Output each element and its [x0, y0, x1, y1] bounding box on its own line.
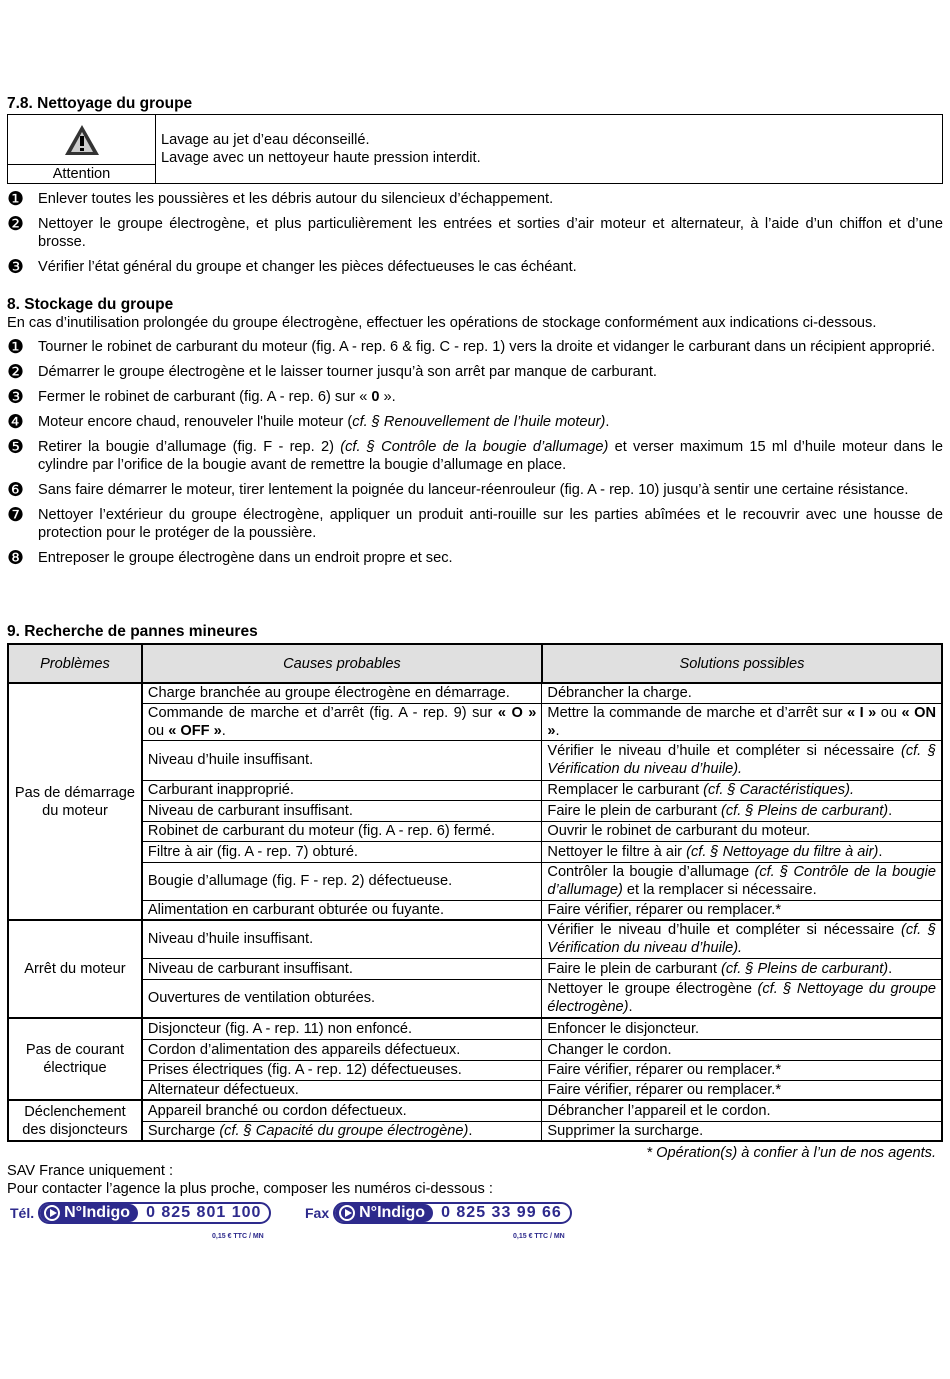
- solution-cell: [542, 979, 942, 1018]
- list-item: [7, 549, 943, 567]
- text-segment: Ouvrir le robinet de carburant du moteur.: [547, 823, 811, 839]
- list-item: [7, 481, 943, 499]
- cause-cell: [142, 780, 542, 800]
- text-segment: Contrôler la bougie d’allumage: [547, 864, 755, 880]
- header-problems: Problèmes: [8, 644, 142, 683]
- list-item: [7, 506, 943, 542]
- step-text: [38, 258, 943, 276]
- table-row: [8, 683, 942, 703]
- text-segment: et verser maximum 15 ml d’huile moteur dans le cylindre par l’orifice de la bougie avant de remettre la bougie d’allumage en place.: [38, 439, 943, 473]
- text-segment: Faire le plein de carburant: [547, 802, 722, 819]
- contact-line-2: Pour contacter l’agence la plus proche, composer les numéros ci-dessous :: [7, 1181, 493, 1197]
- section-title-cleaning: 7.8. Nettoyage du groupe: [7, 95, 193, 112]
- solution-cell: [542, 862, 942, 900]
- text-segment: Alimentation en carburant obturée ou fuyante.: [147, 901, 445, 918]
- text-segment: ».: [379, 389, 396, 405]
- text-segment: Faire le plein de carburant: [547, 960, 722, 977]
- text-segment: (cf. § Pleins de carburant): [721, 960, 889, 977]
- text-segment: (cf. § Capacité du groupe électrogène): [219, 1122, 469, 1139]
- text-segment: Vérifier le niveau d’huile et compléter si nécessaire: [547, 922, 901, 939]
- step-text: [38, 363, 943, 381]
- table-row: [8, 821, 942, 841]
- cause-cell: [142, 1100, 542, 1121]
- table-row: [8, 800, 942, 821]
- text-segment: Démarrer le groupe électrogène et le laisser tourner jusqu’à son arrêt par manque de carburant.: [38, 364, 657, 380]
- table-row: [8, 1100, 942, 1121]
- play-icon: [44, 1205, 60, 1221]
- step-number-icon: ❸: [7, 256, 25, 278]
- text-segment: Faire vérifier, réparer ou remplacer.*: [547, 1062, 781, 1078]
- solution-cell: [542, 1121, 942, 1141]
- text-segment: Vérifier l’état général du groupe et changer les pièces défectueuses le cas échéant.: [38, 259, 577, 275]
- cause-cell: [142, 1060, 542, 1080]
- section-title-troubleshooting: 9. Recherche de pannes mineures: [7, 623, 258, 640]
- text-segment: ou: [876, 704, 902, 721]
- list-item: [7, 190, 943, 208]
- text-segment: Niveau de carburant insuffisant.: [147, 802, 353, 819]
- text-segment: Surcharge: [147, 1122, 220, 1139]
- fax-badge: [305, 1202, 572, 1224]
- cause-cell: [142, 821, 542, 841]
- table-row: [8, 900, 942, 920]
- text-segment: Alternateur défectueux.: [147, 1081, 299, 1098]
- text-segment: Remplacer le carburant: [547, 782, 704, 798]
- cleaning-steps: [7, 190, 943, 283]
- problem-cell: Pas de démarrage du moteur: [8, 683, 142, 920]
- warning-triangle-icon: [8, 115, 155, 164]
- storage-intro: En cas d’inutilisation prolongée du groupe électrogène, effectuer les opérations de stockage conformément aux indications ci-dessous.: [7, 315, 877, 331]
- solution-cell: [542, 1100, 942, 1121]
- solution-cell: [542, 683, 942, 703]
- text-segment: Ouvertures de ventilation obturées.: [147, 990, 376, 1007]
- step-number-icon: ❹: [7, 411, 25, 433]
- text-segment: Carburant inapproprié.: [147, 782, 294, 798]
- solution-cell: [542, 1018, 942, 1039]
- table-row: [8, 958, 942, 979]
- text-segment: Niveau d’huile insuffisant.: [147, 752, 314, 768]
- table-row: [8, 1039, 942, 1060]
- text-segment: Supprimer la surcharge.: [547, 1122, 704, 1139]
- problem-cell: Déclenchement des disjoncteurs: [8, 1100, 142, 1141]
- problem-cell: Pas de courant électrique: [8, 1018, 142, 1100]
- header-causes: Causes probables: [142, 644, 542, 683]
- text-segment: Vérifier le niveau d’huile et compléter si nécessaire: [547, 743, 901, 759]
- cause-cell: [142, 862, 542, 900]
- text-segment: .: [555, 722, 560, 739]
- text-segment: Charge branchée au groupe électrogène en démarrage.: [147, 685, 510, 702]
- text-segment: Fermer le robinet de carburant (fig. A - rep. 6) sur «: [38, 389, 372, 405]
- list-item: [7, 438, 943, 474]
- text-segment: Bougie d’allumage (fig. F - rep. 2) défectueuse.: [147, 873, 453, 889]
- text-segment: .: [888, 802, 893, 819]
- text-segment: Moteur encore chaud, renouveler l'huile moteur (: [38, 414, 353, 430]
- agent-note: * Opération(s) à confier à l’un de nos agents.: [646, 1145, 936, 1161]
- text-segment: (cf. § Nettoyage du groupe électrogène): [547, 981, 936, 1016]
- text-segment: (cf. § Pleins de carburant): [721, 802, 889, 819]
- step-number-icon: ❻: [7, 479, 25, 501]
- table-row: [8, 1018, 942, 1039]
- text-segment: .: [221, 722, 226, 739]
- text-segment: (cf. § Vérification du niveau d’huile).: [547, 922, 937, 957]
- text-segment: Changer le cordon.: [547, 1041, 672, 1058]
- play-icon: [339, 1205, 355, 1221]
- text-segment: Nettoyer le filtre à air: [547, 843, 687, 860]
- solution-cell: [542, 841, 942, 862]
- warning-box: [7, 114, 943, 184]
- indigo-brand: N°Indigo: [359, 1204, 426, 1221]
- cause-cell: [142, 740, 542, 780]
- table-row: [8, 703, 942, 740]
- text-segment: Faire vérifier, réparer ou remplacer.*: [547, 1081, 781, 1098]
- step-number-icon: ❸: [7, 386, 25, 408]
- solution-cell: [542, 740, 942, 780]
- cause-cell: [142, 1121, 542, 1141]
- fax-label: Fax: [305, 1205, 330, 1221]
- step-text: [38, 190, 943, 208]
- solution-cell: [542, 958, 942, 979]
- solution-cell: [542, 780, 942, 800]
- contact-line-1: SAV France uniquement :: [7, 1163, 174, 1179]
- text-segment: Entreposer le groupe électrogène dans un endroit propre et sec.: [38, 550, 453, 566]
- table-row: [8, 1121, 942, 1141]
- list-item: [7, 363, 943, 381]
- step-number-icon: ❼: [7, 504, 25, 526]
- step-text: [38, 506, 943, 542]
- text-segment: « ON »: [547, 704, 937, 739]
- text-segment: Tourner le robinet de carburant du moteur (fig. A - rep. 6 & fig. C - rep. 1) vers la droite et vidanger le carburant dans un récipient approprié.: [38, 339, 936, 355]
- text-segment: Mettre la commande de marche et d’arrêt sur: [547, 704, 847, 721]
- step-text: [38, 438, 943, 474]
- problem-cell: Arrêt du moteur: [8, 920, 142, 1018]
- cause-cell: [142, 1080, 542, 1100]
- section-title-storage: 8. Stockage du groupe: [7, 296, 174, 313]
- step-text: [38, 388, 943, 406]
- text-segment: Enlever toutes les poussières et les débris autour du silencieux d’échappement.: [38, 191, 554, 207]
- text-segment: Niveau de carburant insuffisant.: [147, 960, 353, 977]
- text-segment: .: [468, 1122, 473, 1139]
- text-segment: Filtre à air (fig. A - rep. 7) obturé.: [147, 843, 358, 860]
- list-item: [7, 413, 943, 431]
- text-segment: Nettoyer le groupe électrogène, et plus particulièrement les entrées et sorties d’air moteur et alternateur, à l’aide d’un chiffon et d’une brosse.: [38, 216, 943, 250]
- text-segment: (cf. § Contrôle de la bougie d’allumage): [547, 864, 936, 898]
- table-row: [8, 841, 942, 862]
- text-segment: Niveau d’huile insuffisant.: [147, 931, 314, 948]
- text-segment: ou: [147, 722, 169, 739]
- warning-line: Lavage avec un nettoyeur haute pression interdit.: [161, 150, 481, 166]
- step-text: [38, 215, 943, 251]
- text-segment: Faire vérifier, réparer ou remplacer.*: [547, 901, 781, 918]
- table-row: [8, 780, 942, 800]
- text-segment: .: [888, 960, 893, 977]
- text-segment: 0: [371, 389, 380, 405]
- solution-cell: [542, 1080, 942, 1100]
- text-segment: « O »: [497, 704, 537, 721]
- tel-label: Tél.: [10, 1205, 35, 1221]
- text-segment: cf. § Renouvellement de l’huile moteur): [352, 414, 606, 430]
- text-segment: Retirer la bougie d’allumage (fig. F - rep. 2): [38, 439, 341, 455]
- text-segment: (cf. § Nettoyage du filtre à air): [686, 843, 879, 860]
- step-text: [38, 338, 943, 356]
- cause-cell: [142, 683, 542, 703]
- warning-label: Attention: [8, 164, 155, 183]
- fax-price: 0,15 € TTC / MN: [513, 1233, 565, 1240]
- text-segment: Sans faire démarrer le moteur, tirer lentement la poignée du lanceur-réenrouleur (fig. A - rep. 10) jusqu’à sentir une certaine résistance.: [38, 482, 909, 498]
- list-item: [7, 388, 943, 406]
- cause-cell: [142, 1039, 542, 1060]
- table-row: [8, 862, 942, 900]
- text-segment: Débrancher l’appareil et le cordon.: [547, 1102, 771, 1119]
- step-number-icon: ❽: [7, 547, 25, 569]
- table-row: [8, 740, 942, 780]
- list-item: [7, 258, 943, 276]
- text-segment: Débrancher la charge.: [547, 685, 692, 702]
- cause-cell: [142, 900, 542, 920]
- table-row: [8, 1060, 942, 1080]
- cause-cell: [142, 920, 542, 958]
- solution-cell: [542, 900, 942, 920]
- text-segment: Robinet de carburant du moteur (fig. A - rep. 6) fermé.: [147, 823, 496, 839]
- step-number-icon: ❺: [7, 436, 25, 458]
- cause-cell: [142, 958, 542, 979]
- warning-line: Lavage au jet d’eau déconseillé.: [161, 132, 370, 148]
- step-text: [38, 413, 943, 431]
- step-number-icon: ❷: [7, 361, 25, 383]
- step-number-icon: ❷: [7, 213, 25, 235]
- indigo-brand: N°Indigo: [64, 1204, 131, 1221]
- step-number-icon: ❶: [7, 336, 25, 358]
- text-segment: .: [605, 414, 610, 430]
- cause-cell: [142, 1018, 542, 1039]
- text-segment: Disjoncteur (fig. A - rep. 11) non enfoncé.: [147, 1020, 413, 1037]
- solution-cell: [542, 920, 942, 958]
- header-solutions: Solutions possibles: [542, 644, 942, 683]
- step-number-icon: ❶: [7, 188, 25, 210]
- text-segment: « I »: [846, 704, 877, 721]
- solution-cell: [542, 703, 942, 740]
- text-segment: (cf. § Contrôle de la bougie d’allumage): [340, 439, 609, 455]
- solution-cell: [542, 1060, 942, 1080]
- fax-number: 0 825 33 99 66: [441, 1204, 562, 1221]
- text-segment: et la remplacer si nécessaire.: [622, 882, 817, 898]
- text-segment: .: [878, 843, 883, 860]
- troubleshooting-table: [7, 643, 943, 1142]
- text-segment: Prises électriques (fig. A - rep. 12) défectueuses.: [147, 1062, 462, 1078]
- text-segment: Enfoncer le disjoncteur.: [547, 1020, 700, 1037]
- tel-price: 0,15 € TTC / MN: [212, 1233, 264, 1240]
- table-row: [8, 920, 942, 958]
- table-row: [8, 1080, 942, 1100]
- text-segment: Commande de marche et d’arrêt (fig. A - rep. 9) sur: [147, 704, 498, 721]
- table-row: [8, 979, 942, 1018]
- text-segment: « OFF »: [168, 722, 222, 739]
- text-segment: (cf. § Caractéristiques).: [703, 782, 855, 798]
- cause-cell: [142, 979, 542, 1018]
- text-segment: Nettoyer le groupe électrogène: [547, 981, 758, 998]
- text-segment: Cordon d’alimentation des appareils défectueux.: [147, 1041, 461, 1058]
- solution-cell: [542, 800, 942, 821]
- storage-steps: [7, 338, 943, 574]
- step-text: [38, 549, 943, 567]
- phone-number: 0 825 801 100: [146, 1204, 262, 1221]
- text-segment: .: [628, 999, 633, 1016]
- cause-cell: [142, 703, 542, 740]
- solution-cell: [542, 821, 942, 841]
- step-text: [38, 481, 943, 499]
- cause-cell: [142, 841, 542, 862]
- text-segment: Appareil branché ou cordon défectueux.: [147, 1102, 407, 1119]
- list-item: [7, 215, 943, 251]
- list-item: [7, 338, 943, 356]
- text-segment: (cf. § Vérification du niveau d’huile).: [547, 743, 937, 777]
- cause-cell: [142, 800, 542, 821]
- phone-badge: [10, 1202, 271, 1224]
- text-segment: Nettoyer l’extérieur du groupe électrogène, appliquer un produit anti-rouille sur les parties abîmées et le recouvrir avec une housse de protection pour le protéger de la poussière.: [38, 507, 943, 541]
- solution-cell: [542, 1039, 942, 1060]
